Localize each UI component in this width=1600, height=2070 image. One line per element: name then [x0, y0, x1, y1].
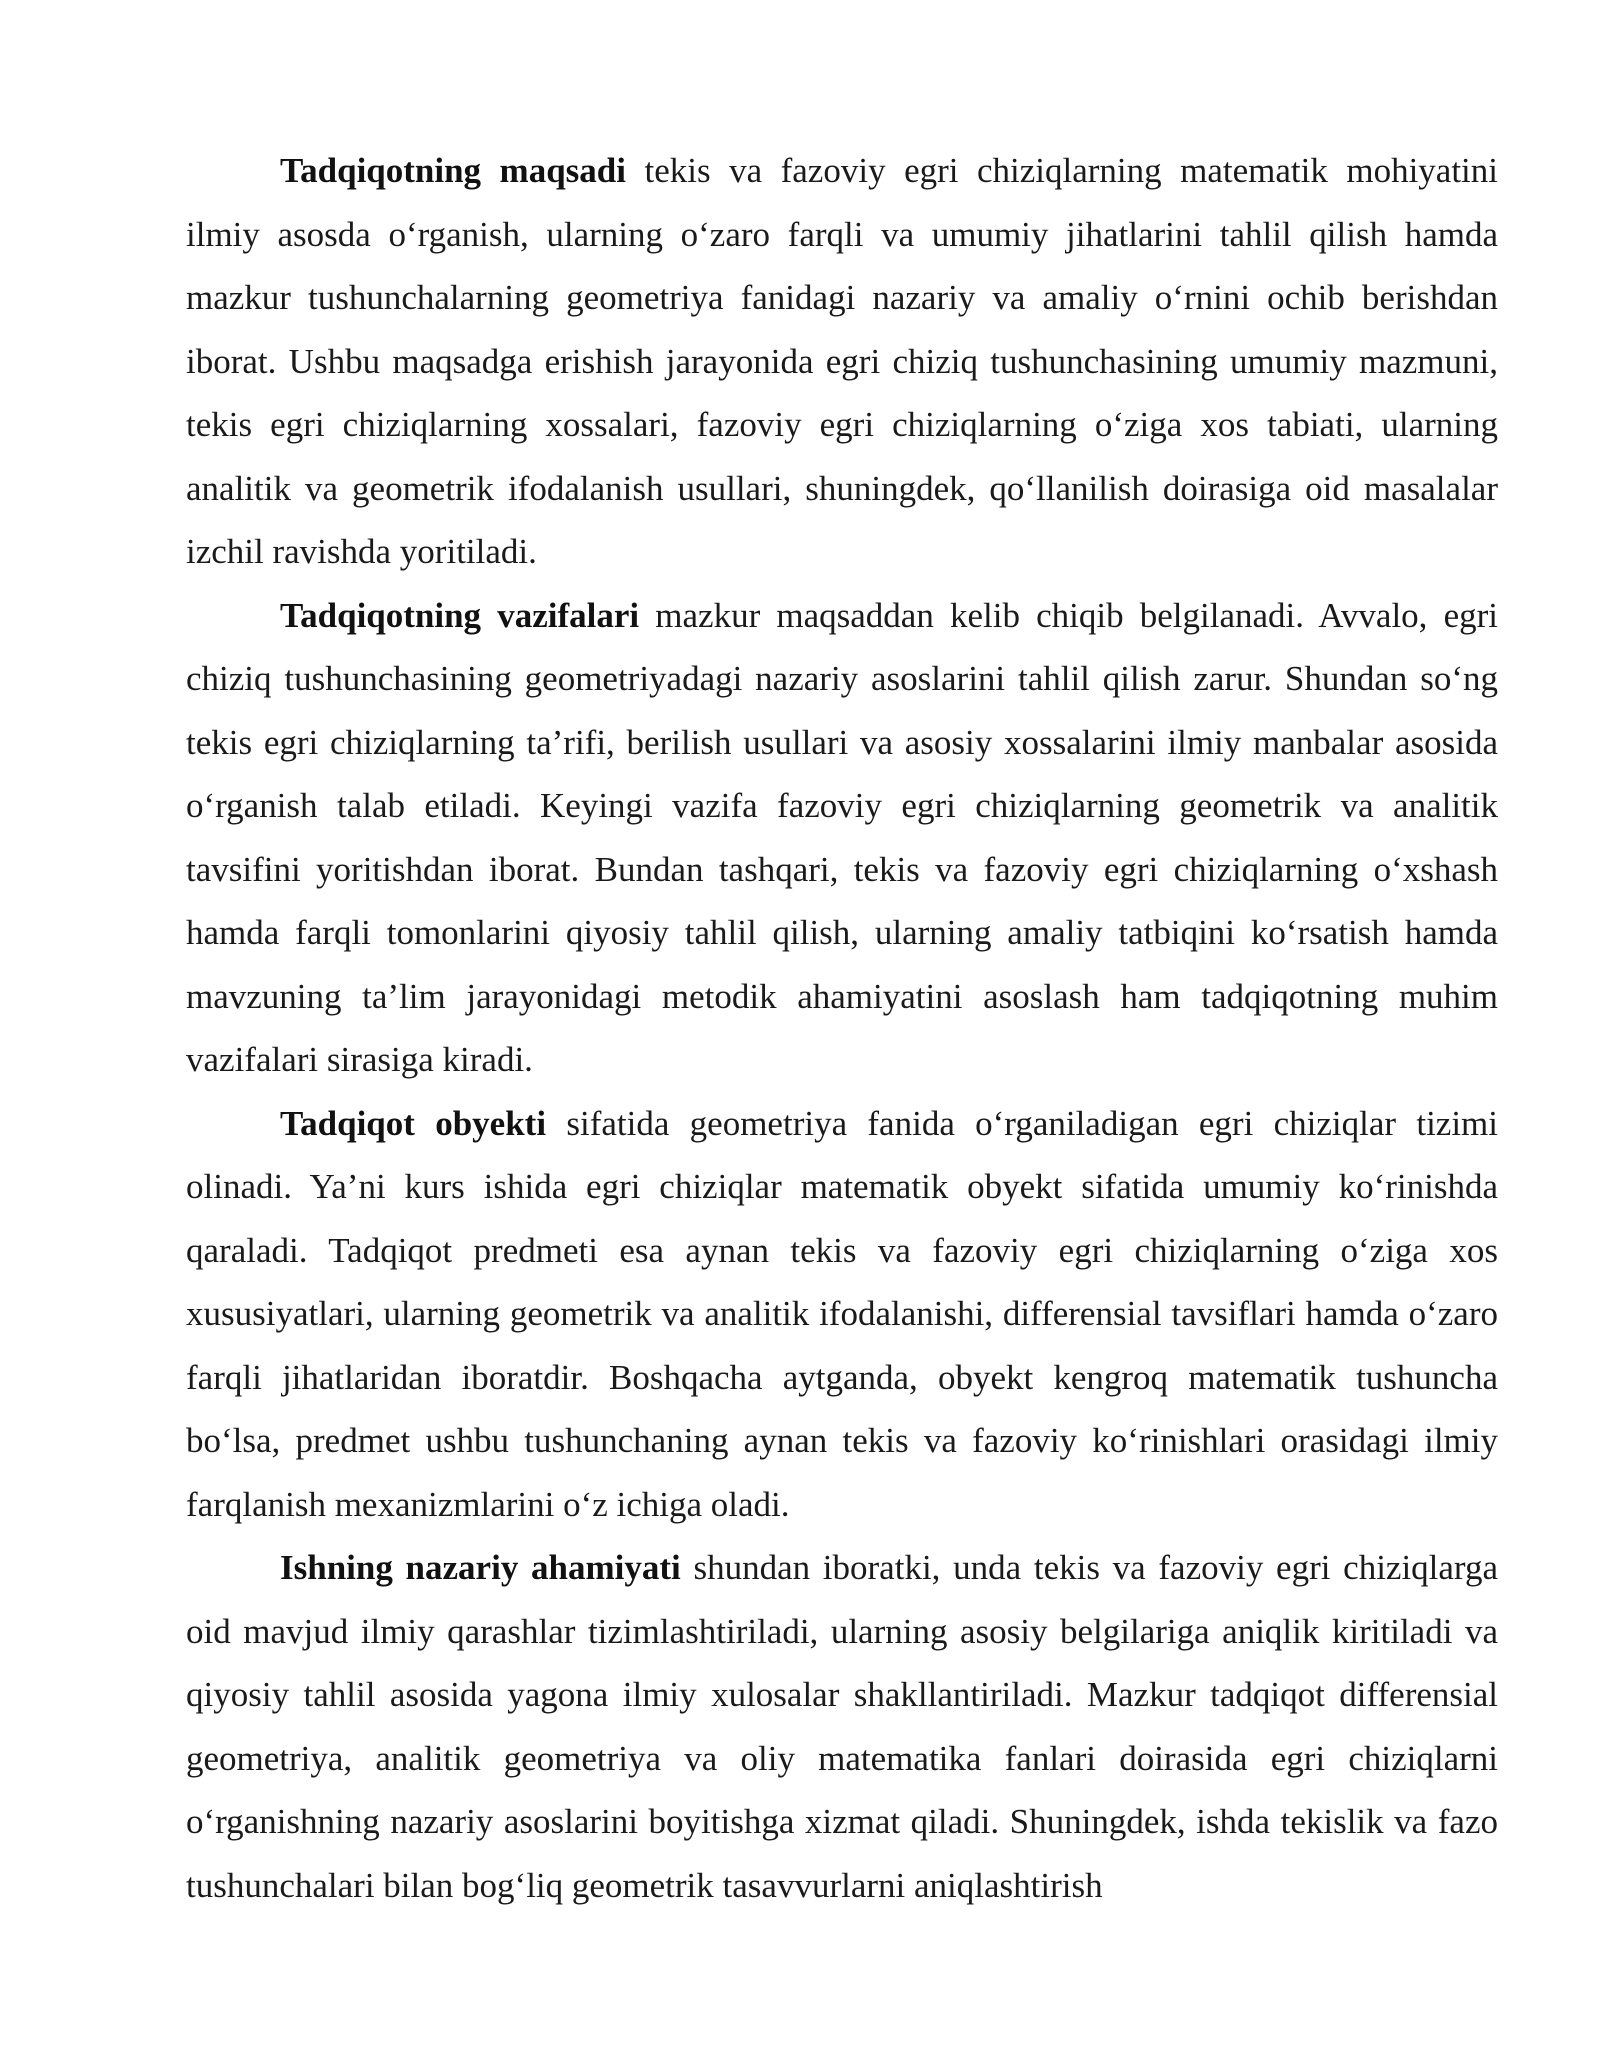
paragraph-text: sifatida geometriya fanida o‘rganiladigan egri chiziqlar tizimi olinadi. Ya’ni kurs ishida egri chiziqlar matematik obyekt sifatida umumiy ko‘rinishda qaraladi. Tadqiqot predmeti esa aynan tekis va fazoviy egri chiziqlarning o‘ziga xos xususiyatlari, ularning geometrik va analitik ifodalanishi, differensial tavsiflari hamda o‘zaro farqli jihatlaridan iboratdir. Boshqacha aytganda, obyekt kengroq matematik tushuncha bo‘lsa, predmet ushbu tushunchaning aynan tekis va fazoviy ko‘rinishlari orasidagi ilmiy farqlanish mexanizmlarini o‘z ichiga oladi.	[186, 1103, 1498, 1524]
paragraph-theoretical-significance	[186, 1536, 1498, 1917]
paragraph-lead: Ishning nazariy ahamiyati	[280, 1548, 681, 1587]
paragraph-text: tekis va fazoviy egri chiziqlarning matematik mohiyatini ilmiy asosda o‘rganish, ularning o‘zaro farqli va umumiy jihatlarini tahlil qilish hamda mazkur tushunchalarning geometriya fanidagi nazariy va amaliy o‘rnini ochib berishdan iborat. Ushbu maqsadga erishish jarayonida egri chiziq tushunchasining umumiy mazmuni, tekis egri chiziqlarning xossalari, fazoviy egri chiziqlarning o‘ziga xos tabiati, ularning analitik va geometrik ifodalanish usullari, shuningdek, qo‘llanilish doirasiga oid masalalar izchil ravishda yoritiladi.	[186, 151, 1498, 571]
paragraph-lead: Tadqiqotning vazifalari	[280, 595, 640, 635]
paragraph-research-goal	[186, 139, 1498, 584]
document-body	[186, 139, 1498, 1917]
paragraph-lead: Tadqiqotning maqsadi	[280, 151, 626, 190]
paragraph-text: mazkur maqsaddan kelib chiqib belgilanadi. Avvalo, egri chiziq tushunchasining geometriyadagi nazariy asoslarini tahlil qilish zarur. Shundan so‘ng tekis egri chiziqlarning ta’rifi, berilish usullari va asosiy xossalarini ilmiy manbalar asosida o‘rganish talab etiladi. Keyingi vazifa fazoviy egri chiziqlarning geometrik va analitik tavsifini yoritishdan iborat. Bundan tashqari, tekis va fazoviy egri chiziqlarning o‘xshash hamda farqli tomonlarini qiyosiy tahlil qilish, ularning amaliy tatbiqini ko‘rsatish hamda mavzuning ta’lim jarayonidagi metodik ahamiyatini asoslash ham tadqiqotning muhim vazifalari sirasiga kiradi.	[186, 595, 1498, 1079]
paragraph-text: shundan iboratki, unda tekis va fazoviy egri chiziqlarga oid mavjud ilmiy qarashlar tizimlashtiriladi, ularning asosiy belgilariga aniqlik kiritiladi va qiyosiy tahlil asosida yagona ilmiy xulosalar shakllantiriladi. Mazkur tadqiqot differensial geometriya, analitik geometriya va oliy matematika fanlari doirasida egri chiziqlarni o‘rganishning nazariy asoslarini boyitishga xizmat qiladi. Shuningdek, ishda tekislik va fazo tushunchalari bilan bog‘liq geometrik tasavvurlarni aniqlashtirish	[186, 1548, 1498, 1905]
paragraph-research-tasks	[186, 584, 1498, 1092]
paragraph-research-object	[186, 1092, 1498, 1537]
paragraph-lead: Tadqiqot obyekti	[280, 1103, 547, 1143]
